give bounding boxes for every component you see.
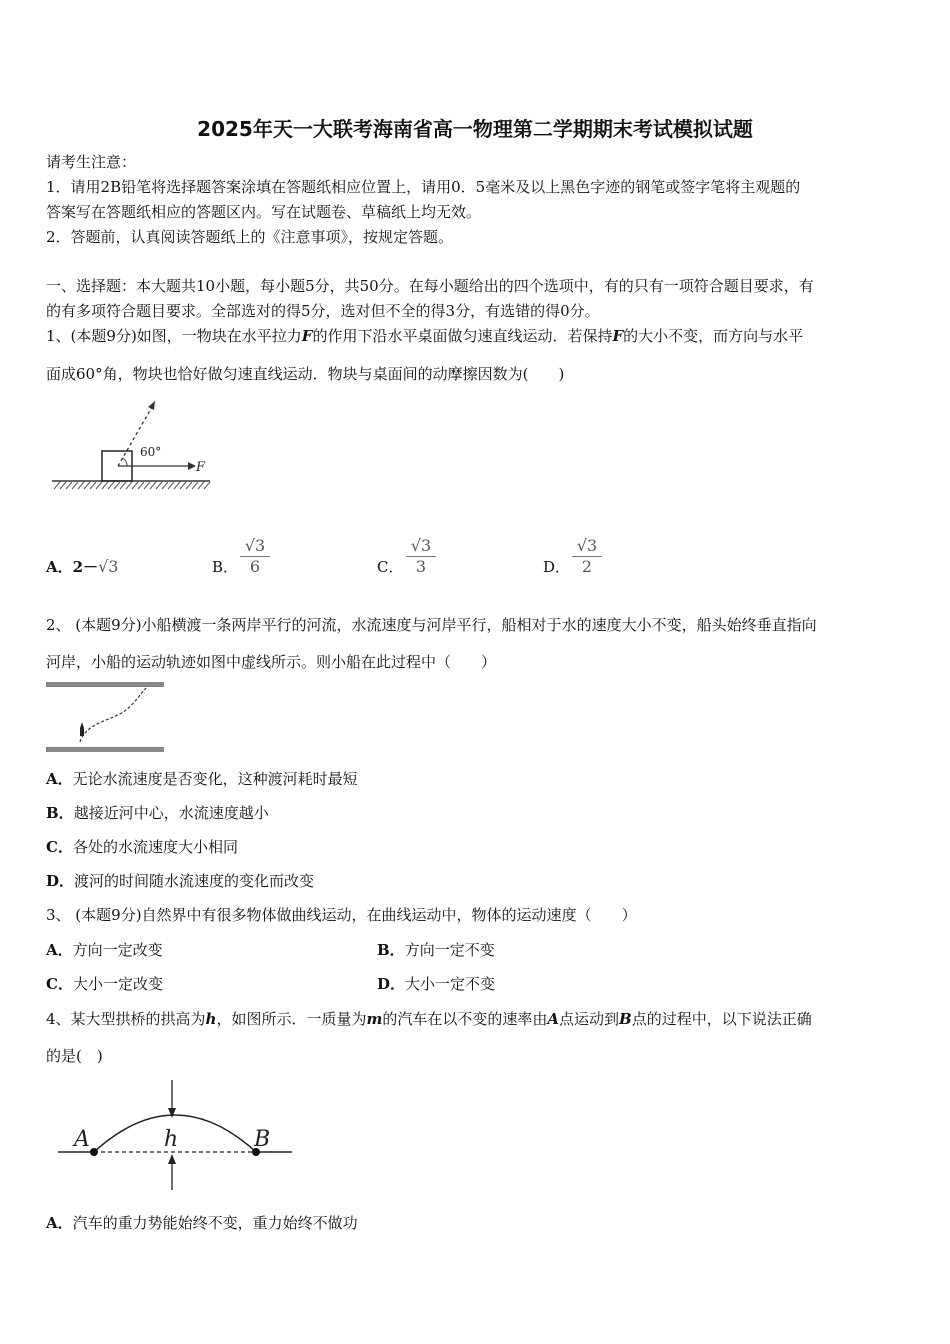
q3-line-1: 3、 (本题9分)自然界中有很多物体做曲线运动，在曲线运动中，物体的运动速度（ ） (46, 906, 637, 924)
height-label: h (164, 1127, 179, 1152)
q1-option-d-label[interactable]: D． (543, 558, 571, 576)
q4-bridge-figure (56, 1078, 296, 1194)
q2-option-a[interactable]: A．无论水流速度是否变化，这种渡河耗时最短 (46, 770, 358, 788)
notice-line-2: 2．答题前，认真阅读答题纸上的《注意事项》，按规定答题。 (46, 228, 454, 246)
q1-line-1: 1、(本题9分)如图，一物块在水平拉力F的作用下沿水平桌面做匀速直线运动．若保持F的大小不变，而方向与水平 (46, 327, 804, 345)
section-line-2: 的有多项符合题目要求。全部选对的得5分，选对但不全的得3分，有选错的得0分。 (46, 302, 600, 320)
q1-option-c-fraction: $\frac{√3}{3}$ (406, 536, 436, 576)
q4-option-a[interactable]: A．汽车的重力势能始终不变，重力始终不做功 (46, 1214, 358, 1232)
point-b-label: B (254, 1127, 271, 1152)
q3-option-b[interactable]: B．方向一定不变 (377, 941, 495, 959)
force-label: F (196, 460, 206, 475)
q3-option-d[interactable]: D．大小一定不变 (377, 975, 496, 993)
section-line-1: 一、选择题：本大题共10小题，每小题5分，共50分。在每小题给出的四个选项中，有的只有一项符合题目要求，有 (46, 277, 814, 295)
q2-option-b[interactable]: B．越接近河中心，水流速度越小 (46, 804, 269, 822)
q4-line-2: 的是( ) (46, 1047, 103, 1065)
q3-option-a[interactable]: A．方向一定改变 (46, 941, 163, 959)
q1-option-d-fraction: $\frac{√3}{2}$ (572, 536, 602, 576)
q1-option-b-label[interactable]: B． (212, 558, 239, 576)
q2-line-1: 2、 (本题9分)小船横渡一条两岸平行的河流，水流速度与河岸平行，船相对于水的速度大小不变，船头始终垂直指向 (46, 616, 817, 634)
angle-label: 60° (140, 445, 162, 459)
q1-option-a[interactable]: A．2－√3 (46, 557, 119, 576)
q2-line-2: 河岸，小船的运动轨迹如图中虚线所示。则小船在此过程中（ ） (46, 653, 497, 671)
q3-option-c[interactable]: C．大小一定改变 (46, 975, 163, 993)
notice-line-1b: 答案写在答题纸相应的答题区内。写在试题卷、草稿纸上均无效。 (46, 203, 482, 221)
q4-line-1: 4、某大型拱桥的拱高为h，如图所示．一质量为m的汽车在以不变的速率由A点运动到B点的过程中，以下说法正确 (46, 1010, 812, 1028)
point-a-label: A (74, 1127, 90, 1152)
q1-option-b-fraction: $\frac{√3}{6}$ (240, 536, 270, 576)
q1-block-figure (48, 395, 218, 495)
q2-option-d[interactable]: D．渡河的时间随水流速度的变化而改变 (46, 872, 315, 890)
q1-option-c-label[interactable]: C． (377, 558, 404, 576)
page-title: 2025年天一大联考海南省高一物理第二学期期末考试模拟试题 (197, 117, 753, 141)
notice-heading: 请考生注意： (46, 153, 137, 171)
q1-line-2: 面成60°角，物块也恰好做匀速直线运动．物块与桌面间的动摩擦因数为( ) (46, 365, 565, 383)
boat-icon (80, 722, 84, 736)
q2-option-c[interactable]: C．各处的水流速度大小相同 (46, 838, 238, 856)
q2-river-figure (44, 682, 168, 758)
notice-line-1a: 1．请用2B铅笔将选择题答案涂填在答题纸相应位置上，请用0．5毫米及以上黑色字迹的钢笔或签字笔将主观题的 (46, 178, 801, 196)
